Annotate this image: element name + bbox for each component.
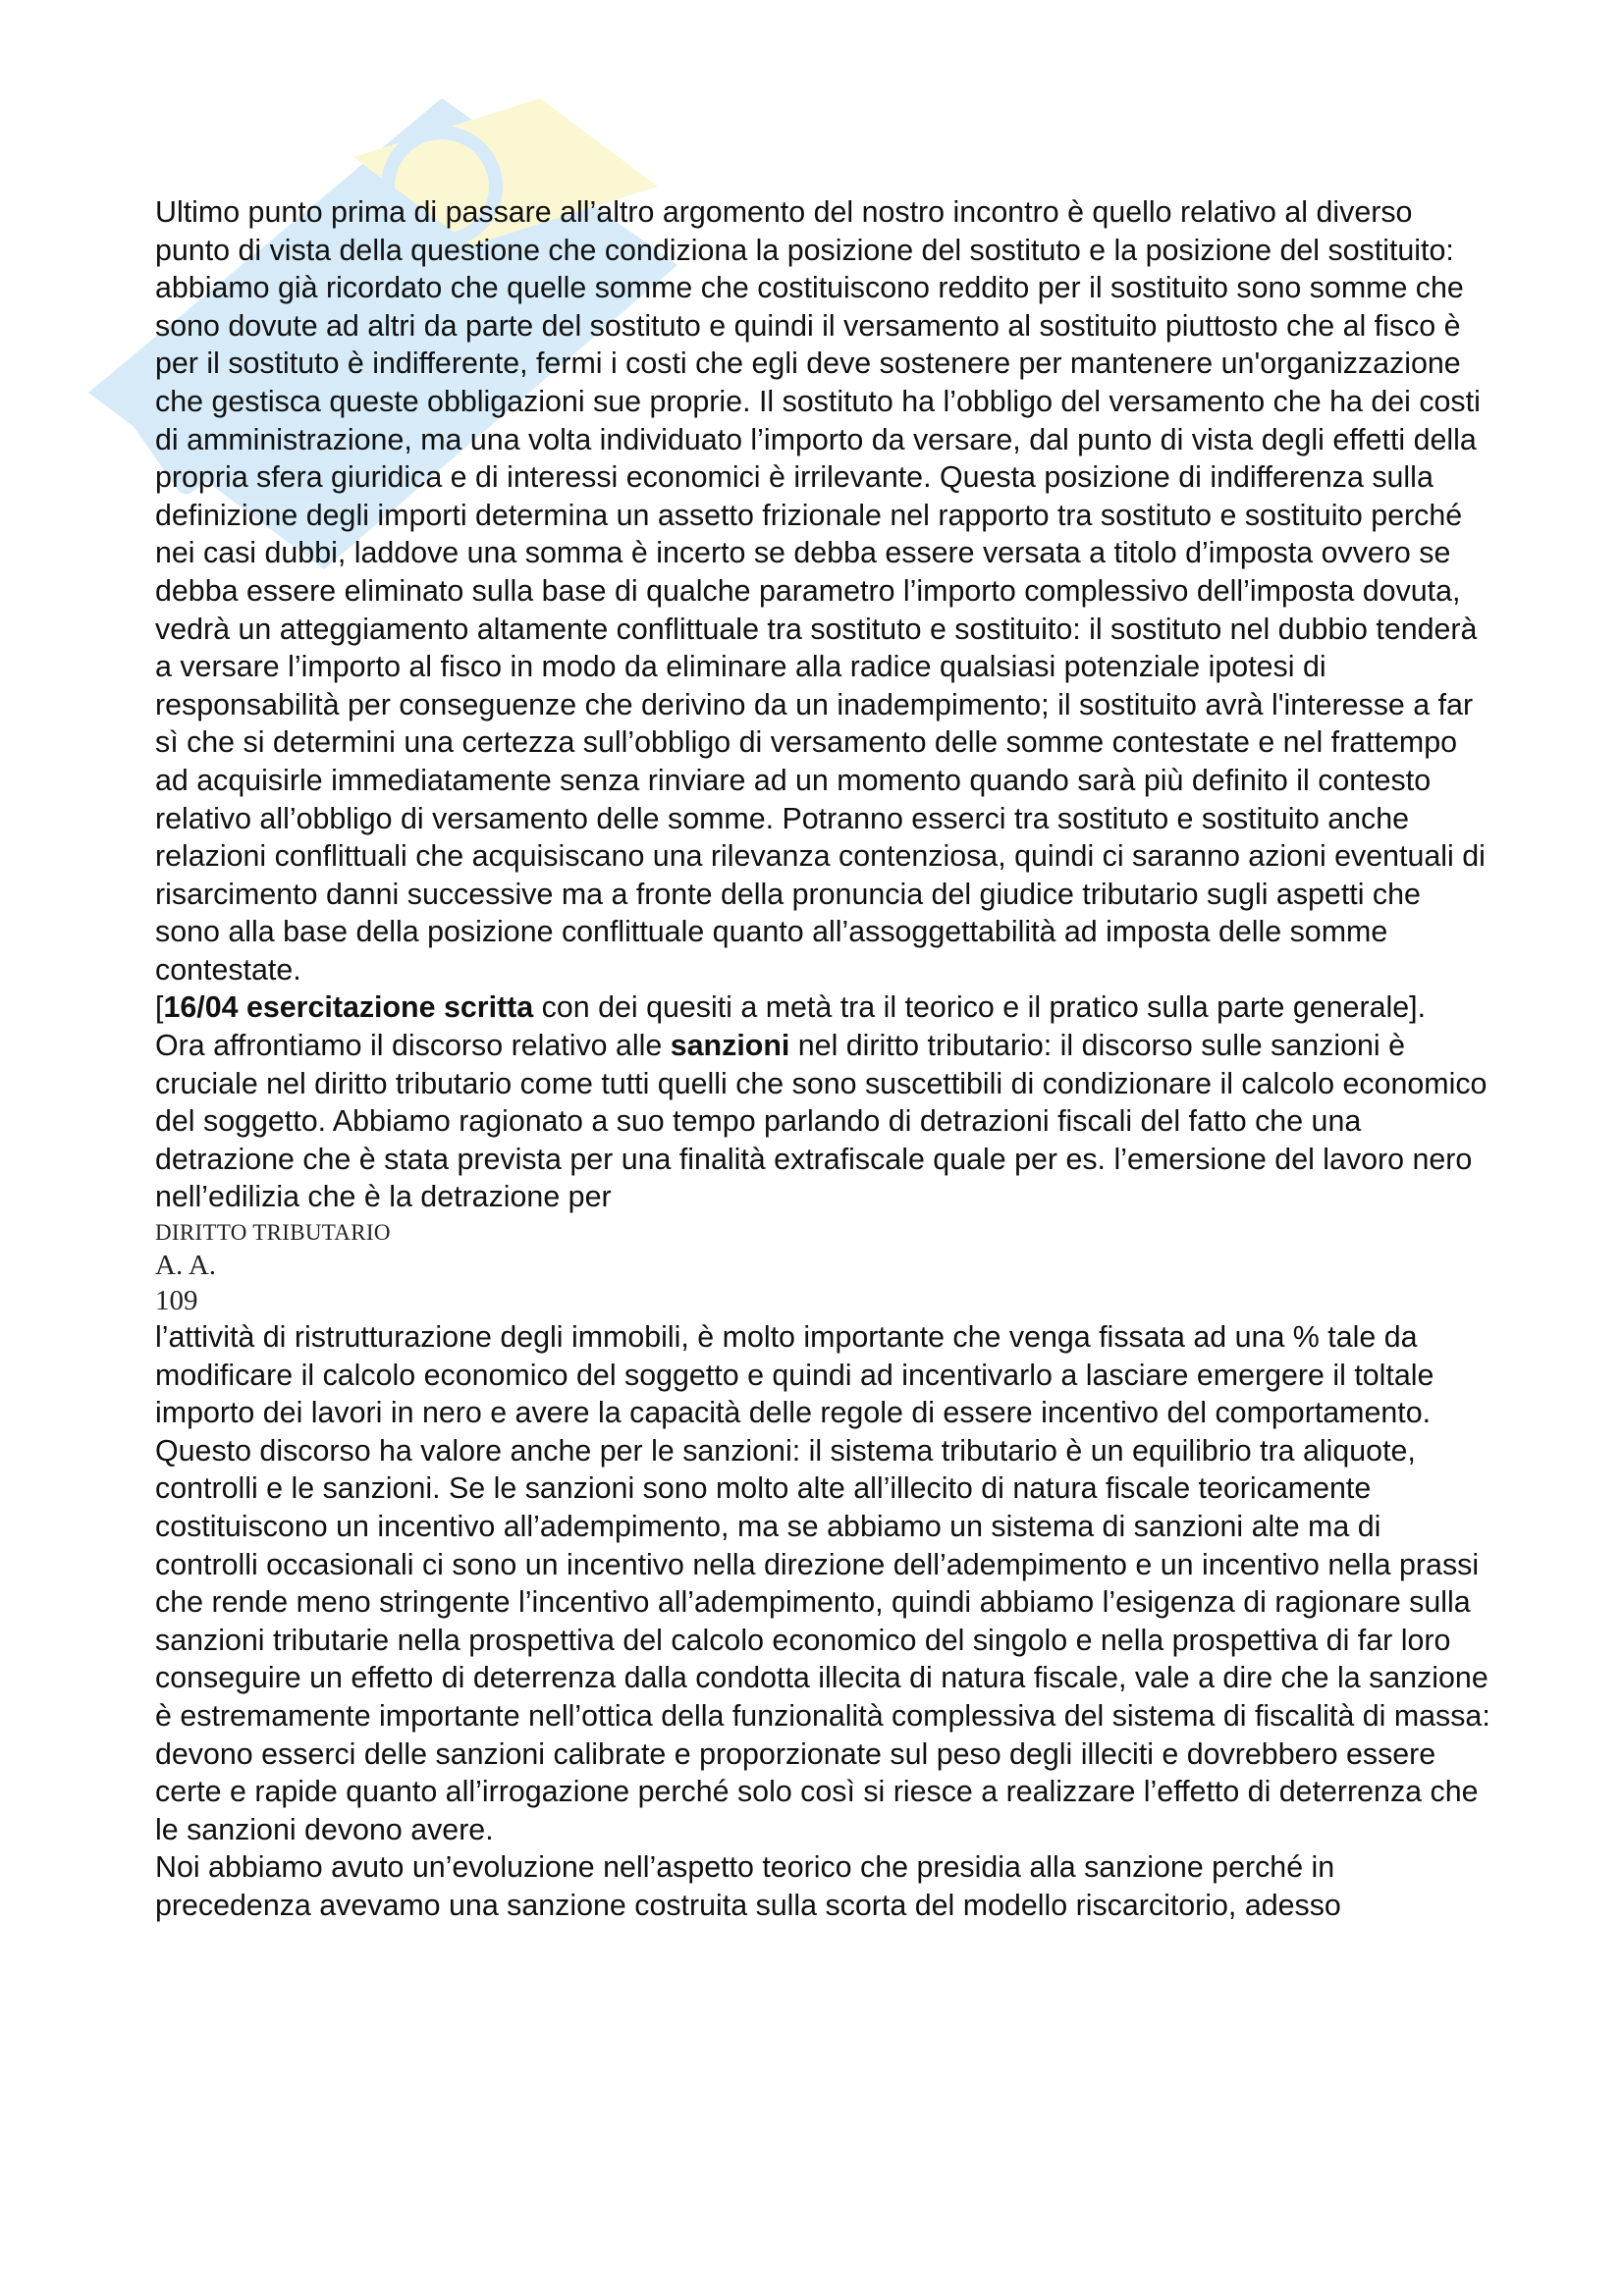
course-title: DIRITTO TRIBUTARIO [155,1220,391,1246]
paragraph-5: Questo discorso ha valore anche per le sanzioni: il sistema tributario è un equilibrio tra aliquote, controlli e le sanzioni. Se le sanzioni sono molto alte all’illecito di natura fiscale teoricamente costituiscono un incentivo all’adempimento, ma se abbiamo un sistema di sanzioni alte ma di controlli occasionali ci sono un incentivo nella direzione dell’adempimento e un incentivo nella prassi che rende meno stringente l’incentivo all’adempimento, quindi abbiamo l’esigenza di ragionare sulla sanzioni tributarie nella prospettiva del calcolo economico del singolo e nella prospettiva di far loro conseguire un effetto di deterrenza dalla condotta illecita di natura fiscale, vale a dire che la sanzione è estremamente importante nell’ottica della funzionalità complessiva del sistema di fiscalità di massa: devono esserci delle sanzioni calibrate e proporzionate sul peso degli illeciti e dovrebbero essere certe e rapide quanto all’irrogazione perché solo così si riesce a realizzare l’effetto di deterrenza che le sanzioni devono avere. [155,1433,1490,1846]
bracket-open: [ [155,990,164,1025]
paragraph-2 [155,988,1490,1027]
paragraph-1: Ultimo punto prima di passare all’altro argomento del nostro incontro è quello relativo al diverso punto di vista della questione che condiziona la posizione del sostituto e la posizione del sostituito: abbiamo già ricordato che quelle somme che costituiscono reddito per il sostituito sono somme che sono dovute ad altri da parte del sostituto e quindi il versamento al sostituito piuttosto che al fisco è per il sostituto è indifferente, fermi i costi che egli deve sostenere per mantenere un'organizzazione che gestisca queste obbligazioni sue proprie. Il sostituto ha l’obbligo del versamento che ha dei costi di amministrazione, ma una volta individuato l’importo da versare, dal punto di vista degli effetti della propria sfera giuridica e di interessi economici è irrilevante. Questa posizione di indifferenza sulla definizione degli importi determina un assetto frizionale nel rapporto tra sostituto e sostituito perché nei casi dubbi, laddove una somma è incerto se debba essere versata a titolo d’imposta ovvero se debba essere eliminato sulla base di qualche parametro l’importo complessivo dell’imposta dovuta, vedrà un atteggiamento altamente conflittuale tra sostituto e sostituito: il sostituto nel dubbio tenderà a versare l’importo al fisco in modo da eliminare alla radice qualsiasi potenziale ipotesi di responsabilità per conseguenze che derivino da un inadempimento; il sostituito avrà l'interesse a far sì che si determini una certezza sull’obbligo di versamento delle somme contestate e nel frattempo ad acquisirle immediatamente senza rinviare ad un momento quando sarà più definito il contesto relativo all’obbligo di versamento delle somme. Potranno esserci tra sostituto e sostituito anche relazioni conflittuali che acquisiscano una rilevanza contenziosa, quindi ci saranno azioni eventuali di risarcimento danni successive ma a fronte della pronuncia del giudice tributario sugli aspetti che sono alla base della posizione conflittuale quanto all’assoggettabilità ad imposta delle somme contestate. [155,195,1486,987]
paragraph-4: l’attività di ristrutturazione degli immobili, è molto importante che venga fissata ad una % tale da modificare il calcolo economico del soggetto e quindi ad incentivarlo a lasciare emergere il toltale importo dei lavori in nero e avere la capacità delle regole di essere incentivo del comportamento. [155,1320,1434,1430]
paragraph-3 [155,1027,1490,1216]
paragraph-2-rest: con dei quesiti a metà tra il teorico e il pratico sulla parte generale]. [533,990,1427,1025]
paragraph-6: Noi abbiamo avuto un’evoluzione nell’aspetto teorico che presidia alla sanzione perché in precedenza avevamo una sanzione costruita sulla scorta del modello riscarcitorio, adesso [155,1850,1341,1922]
paragraph-3-start: Ora affrontiamo il discorso relativo alle [155,1029,671,1063]
paragraph-3-rest: nel diritto tributario: il discorso sulle sanzioni è cruciale nel diritto tributario come tutti quelli che sono suscettibili di condizionare il calcolo economico del soggetto. Abbiamo ragionato a suo tempo parlando di detrazioni fiscali del fatto che una detrazione che è stata prevista per una finalità extrafiscale quale per es. l’emersione del lavoro nero nell’edilizia che è la detrazione per [155,1029,1488,1214]
sanzioni-bold: sanzioni [670,1029,790,1063]
running-header [155,1218,1490,1318]
page-number: 109 [155,1285,198,1317]
academic-year: A. A. [155,1250,217,1282]
exam-date-bold: 16/04 esercitazione scritta [163,990,534,1025]
body-text [155,193,1490,1925]
